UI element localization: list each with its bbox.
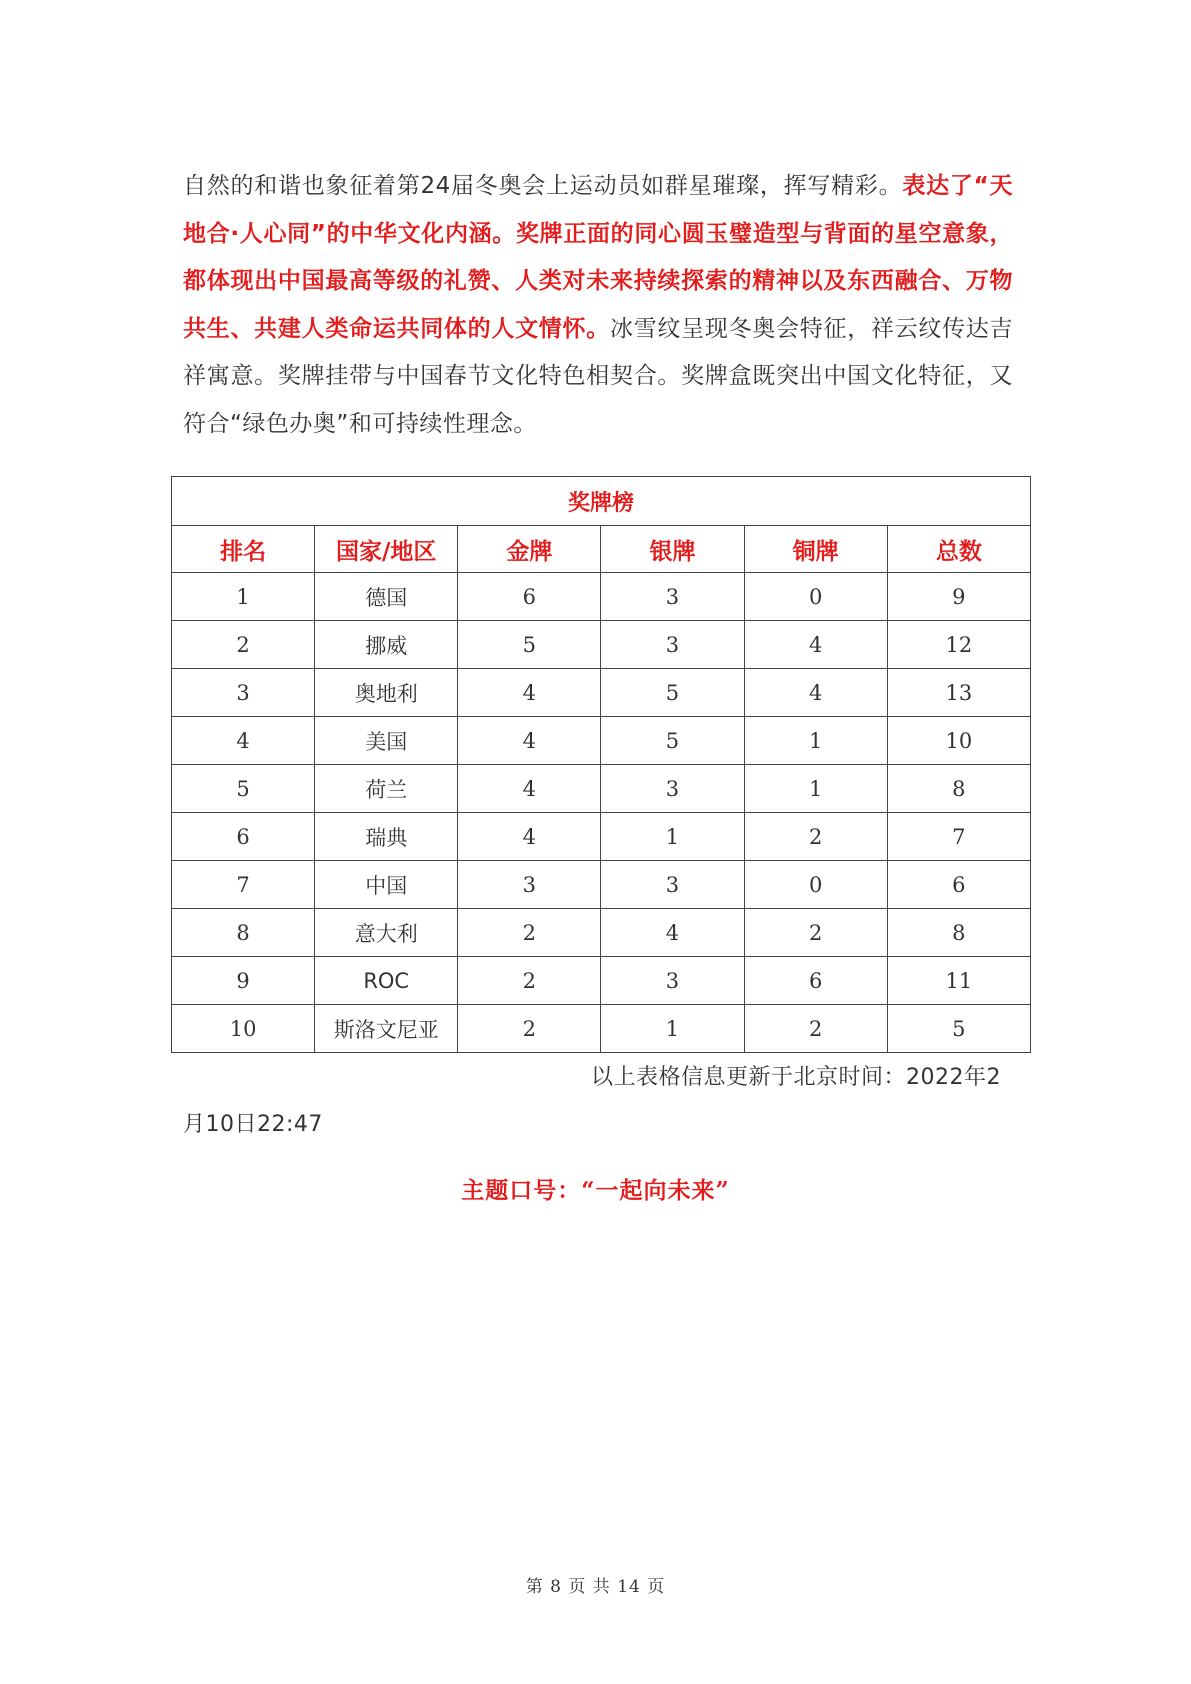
- cell-rank: 2: [172, 621, 315, 669]
- header-bronze: 铜牌: [744, 526, 887, 573]
- cell-total: 5: [887, 1005, 1030, 1053]
- cell-total: 13: [887, 669, 1030, 717]
- cell-rank: 4: [172, 717, 315, 765]
- cell-gold: 4: [458, 765, 601, 813]
- table-header-row: [172, 526, 1031, 573]
- cell-silver: 5: [601, 717, 744, 765]
- header-silver: 银牌: [601, 526, 744, 573]
- cell-total: 6: [887, 861, 1030, 909]
- table-row: [172, 957, 1031, 1005]
- paragraph-text-normal-2: 冰雪纹呈现冬奥会特征，祥云纹传达吉祥寓意。奖牌挂带与中国春节文化特色相契合。奖牌盒既突出中国文化特征，又符合“绿色办奥”和可持续性理念。: [183, 315, 1014, 437]
- header-rank: 排名: [172, 526, 315, 573]
- body-paragraph: [183, 163, 1013, 448]
- cell-rank: 10: [172, 1005, 315, 1053]
- table-row: [172, 765, 1031, 813]
- cell-silver: 4: [601, 909, 744, 957]
- cell-gold: 2: [458, 909, 601, 957]
- medal-table-body: [172, 573, 1031, 1053]
- medal-table: [171, 476, 1031, 1053]
- cell-gold: 4: [458, 813, 601, 861]
- cell-country: 荷兰: [315, 765, 458, 813]
- table-title-row: [172, 477, 1031, 526]
- cell-rank: 3: [172, 669, 315, 717]
- header-country: 国家/地区: [315, 526, 458, 573]
- header-gold: 金牌: [458, 526, 601, 573]
- cell-bronze: 0: [744, 573, 887, 621]
- cell-bronze: 4: [744, 621, 887, 669]
- cell-silver: 3: [601, 765, 744, 813]
- table-row: [172, 573, 1031, 621]
- cell-country: 中国: [315, 861, 458, 909]
- cell-total: 8: [887, 765, 1030, 813]
- cell-bronze: 0: [744, 861, 887, 909]
- cell-rank: 5: [172, 765, 315, 813]
- cell-total: 9: [887, 573, 1030, 621]
- cell-silver: 3: [601, 957, 744, 1005]
- cell-rank: 6: [172, 813, 315, 861]
- cell-gold: 3: [458, 861, 601, 909]
- cell-total: 11: [887, 957, 1030, 1005]
- cell-bronze: 2: [744, 909, 887, 957]
- cell-country: 意大利: [315, 909, 458, 957]
- cell-total: 8: [887, 909, 1030, 957]
- cell-gold: 5: [458, 621, 601, 669]
- paragraph-text-normal: 自然的和谐也象征着第24届冬奥会上运动员如群星璀璨，挥写精彩。: [183, 173, 903, 199]
- cell-silver: 3: [601, 861, 744, 909]
- cell-silver: 3: [601, 621, 744, 669]
- cell-bronze: 4: [744, 669, 887, 717]
- page-footer: 第 8 页 共 14 页: [525, 1577, 666, 1597]
- cell-country: 德国: [315, 573, 458, 621]
- cell-gold: 4: [458, 669, 601, 717]
- table-row: [172, 861, 1031, 909]
- cell-rank: 1: [172, 573, 315, 621]
- cell-country: 美国: [315, 717, 458, 765]
- cell-silver: 3: [601, 573, 744, 621]
- cell-silver: 1: [601, 813, 744, 861]
- cell-total: 12: [887, 621, 1030, 669]
- cell-total: 7: [887, 813, 1030, 861]
- cell-country: ROC: [315, 957, 458, 1005]
- cell-total: 10: [887, 717, 1030, 765]
- cell-country: 奥地利: [315, 669, 458, 717]
- cell-bronze: 6: [744, 957, 887, 1005]
- update-note-line2: 月10日22:47: [183, 1112, 323, 1137]
- cell-rank: 8: [172, 909, 315, 957]
- cell-country: 瑞典: [315, 813, 458, 861]
- cell-bronze: 2: [744, 813, 887, 861]
- cell-rank: 9: [172, 957, 315, 1005]
- update-note-line1: 以上表格信息更新于北京时间：2022年2: [591, 1065, 1001, 1090]
- header-total: 总数: [887, 526, 1030, 573]
- theme-slogan: 主题口号：“一起向未来”: [461, 1177, 730, 1204]
- cell-bronze: 1: [744, 765, 887, 813]
- cell-gold: 6: [458, 573, 601, 621]
- table-row: [172, 621, 1031, 669]
- cell-bronze: 2: [744, 1005, 887, 1053]
- cell-silver: 5: [601, 669, 744, 717]
- table-row: [172, 909, 1031, 957]
- cell-rank: 7: [172, 861, 315, 909]
- cell-gold: 4: [458, 717, 601, 765]
- cell-gold: 2: [458, 1005, 601, 1053]
- cell-bronze: 1: [744, 717, 887, 765]
- table-title: 奖牌榜: [172, 477, 1031, 526]
- paragraph-text-highlight: 表达了“天地合·人心同”的中华文化内涵。奖牌正面的同心圆玉璧造型与背面的星空意象，都体现出中国最高等级的礼赞、人类对未来持续探索的精神以及东西融合、万物共生、共建人类命运共同体的人文情怀。: [183, 173, 1013, 342]
- table-row: [172, 813, 1031, 861]
- table-row: [172, 669, 1031, 717]
- cell-silver: 1: [601, 1005, 744, 1053]
- cell-country: 斯洛文尼亚: [315, 1005, 458, 1053]
- cell-country: 挪威: [315, 621, 458, 669]
- table-row: [172, 1005, 1031, 1053]
- cell-gold: 2: [458, 957, 601, 1005]
- table-row: [172, 717, 1031, 765]
